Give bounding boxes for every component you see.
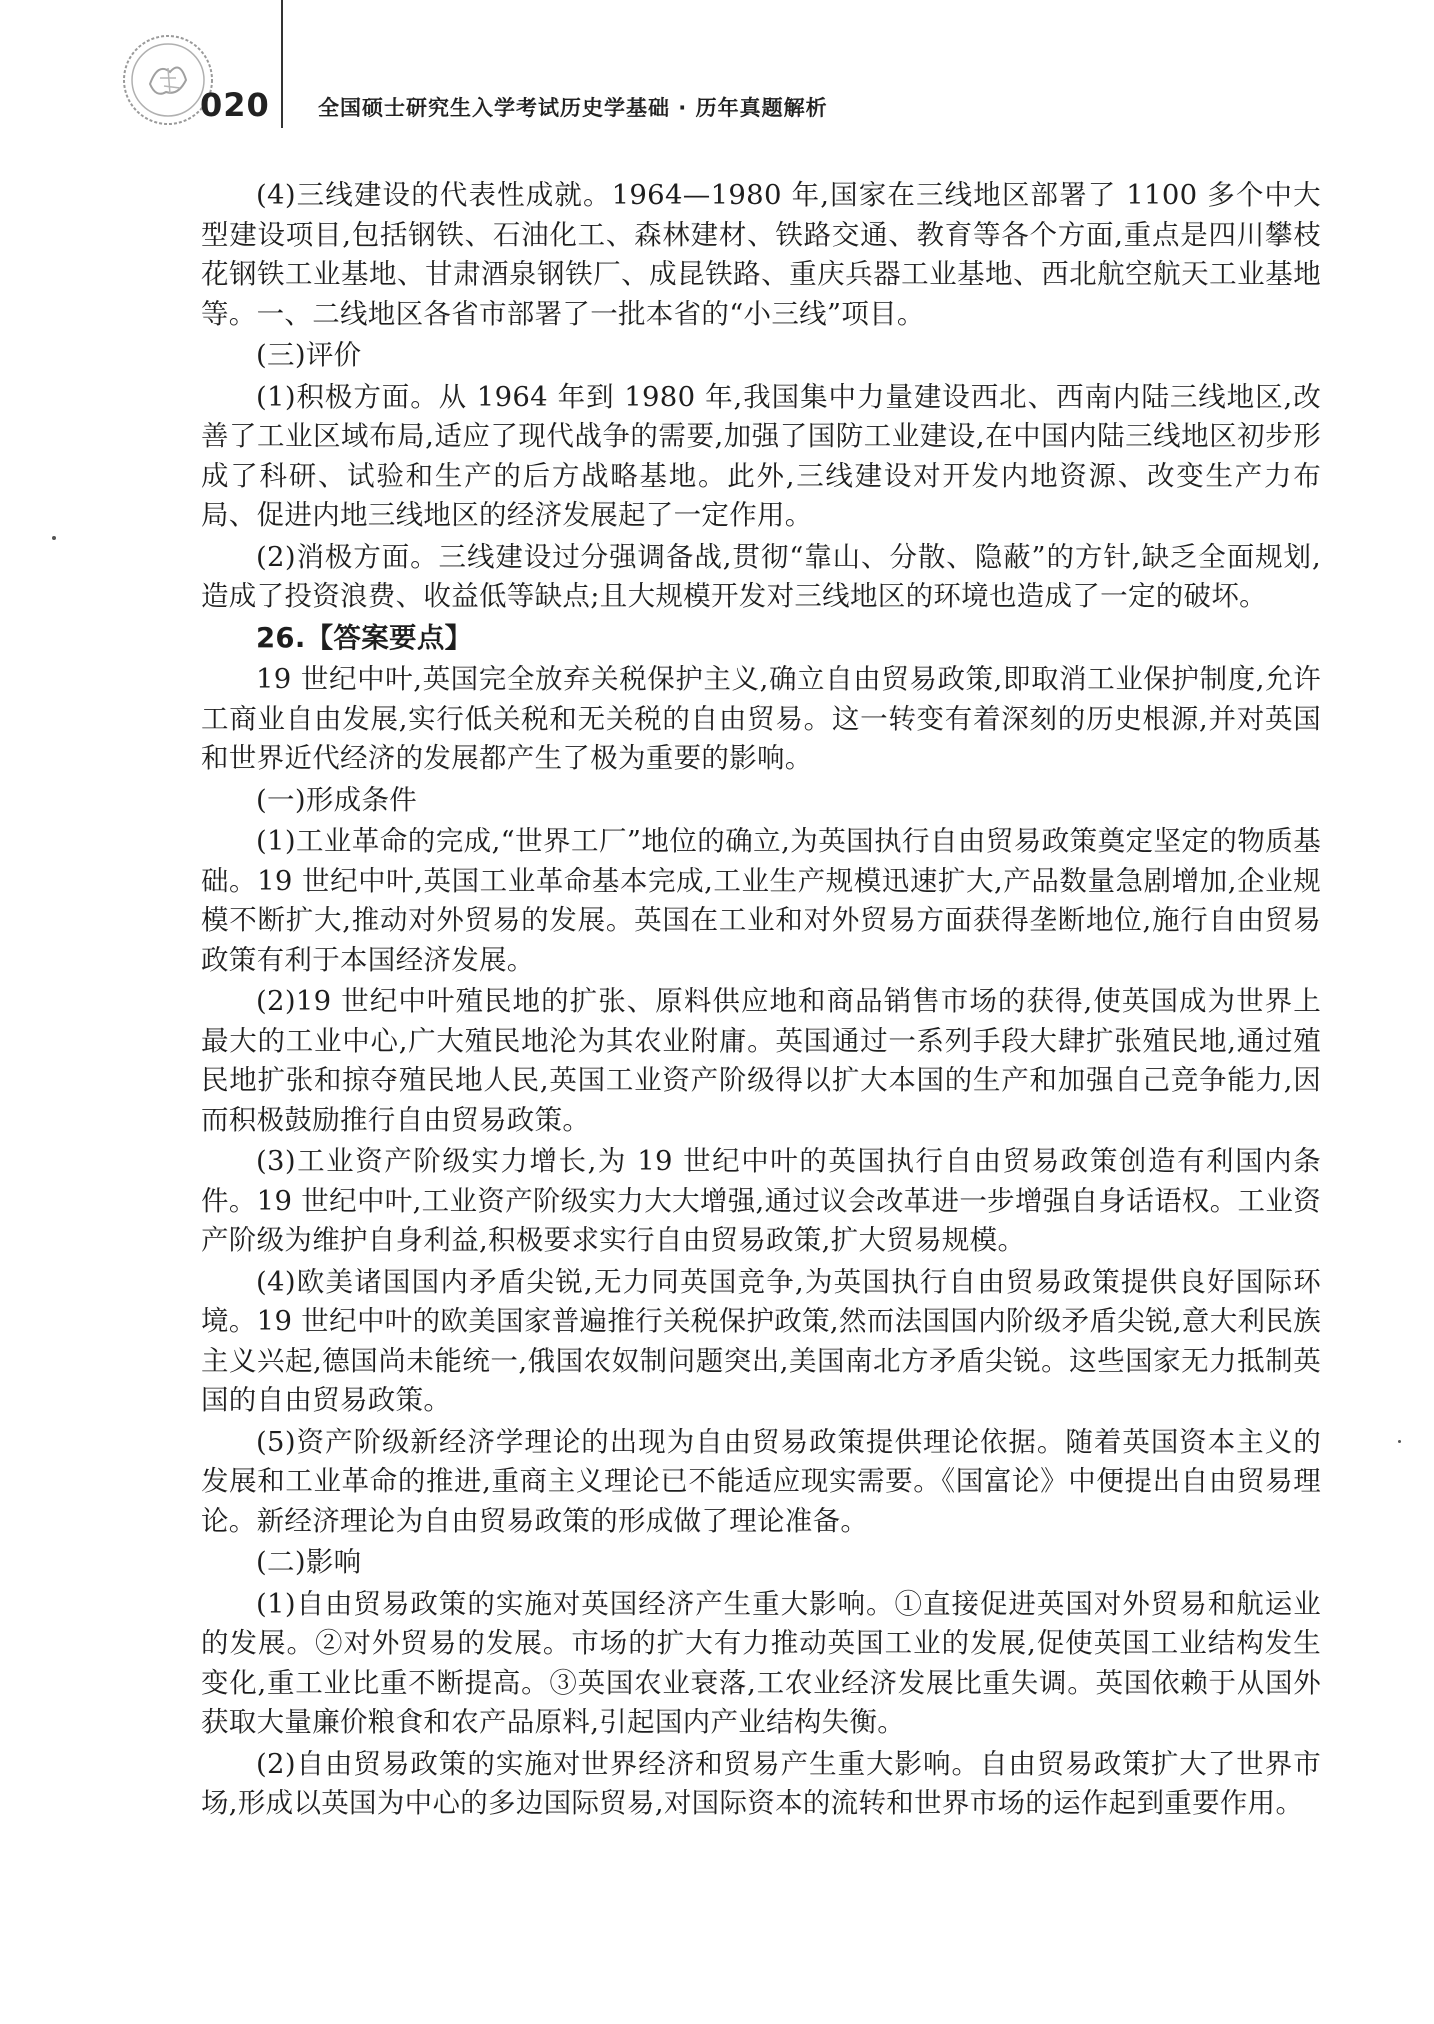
scan-speck [1398,1440,1401,1443]
running-title: 全国硕士研究生入学考试历史学基础 · 历年真题解析 [318,96,828,120]
paragraph: 19 世纪中叶,英国完全放弃关税保护主义,确立自由贸易政策,即取消工业保护制度,允许工商业自由发展,实行低关税和无关税的自由贸易。这一转变有着深刻的历史根源,并对英国和世界近代经济的发展都产生了极为重要的影响。 [201,663,1321,774]
paragraph: (1)工业革命的完成,“世界工厂”地位的确立,为英国执行自由贸易政策奠定坚定的物质基础。19 世纪中叶,英国工业革命基本完成,工业生产规模迅速扩大,产品数量急剧增加,企业规模不断扩大,推动对外贸易的发展。英国在工业和对外贸易方面获得垄断地位,施行自由贸易政策有利于本国经济发展。 [201,825,1321,976]
section-heading: (三)评价 [256,339,362,371]
paragraph: (5)资产阶级新经济学理论的出现为自由贸易政策提供理论依据。随着英国资本主义的发展和工业革命的推进,重商主义理论已不能适应现实需要。《国富论》中便提出自由贸易理论。新经济理论为自由贸易政策的形成做了理论准备。 [201,1425,1321,1537]
paragraph: (2)自由贸易政策的实施对世界经济和贸易产生重大影响。自由贸易政策扩大了世界市场,形成以英国为中心的多边国际贸易,对国际资本的流转和世界市场的运作起到重要作用。 [201,1747,1321,1819]
page-body [201,176,1321,1826]
section-heading: (二)影响 [256,1546,362,1578]
paragraph: (4)欧美诸国国内矛盾尖锐,无力同英国竞争,为英国执行自由贸易政策提供良好国际环境。19 世纪中叶的欧美国家普遍推行关税保护政策,然而法国国内阶级矛盾尖锐,意大利民族主义兴起,德国尚未能统一,俄国农奴制问题突出,美国南北方矛盾尖锐。这些国家无力抵制英国的自由贸易政策。 [201,1265,1321,1416]
answer-heading: 26.【答案要点】 [256,621,473,654]
paragraph: (2)消极方面。三线建设过分强调备战,贯彻“靠山、分散、隐蔽”的方针,缺乏全面规划,造成了投资浪费、收益低等缺点;且大规模开发对三线地区的环境也造成了一定的破坏。 [201,540,1321,612]
scan-speck [52,536,56,540]
page-number: 020 [200,86,270,124]
paragraph: (1)自由贸易政策的实施对英国经济产生重大影响。①直接促进英国对外贸易和航运业的发展。②对外贸易的发展。市场的扩大有力推动英国工业的发展,促使英国工业结构发生变化,重工业比重不断提高。③英国农业衰落,工农业经济发展比重失调。英国依赖于从国外获取大量廉价粮食和农产品原料,引起国内产业结构失衡。 [201,1587,1321,1738]
header-divider [281,0,283,128]
paragraph: (2)19 世纪中叶殖民地的扩张、原料供应地和商品销售市场的获得,使英国成为世界上最大的工业中心,广大殖民地沦为其农业附庸。英国通过一系列手段大肆扩张殖民地,通过殖民地扩张和掠夺殖民地人民,英国工业资产阶级得以扩大本国的生产和加强自己竞争能力,因而积极鼓励推行自由贸易政策。 [201,985,1321,1136]
paragraph: (4)三线建设的代表性成就。1964—1980 年,国家在三线地区部署了 1100 多个中大型建设项目,包括钢铁、石油化工、森林建材、铁路交通、教育等各个方面,重点是四川攀枝花钢铁工业基地、甘肃酒泉钢铁厂、成昆铁路、重庆兵器工业基地、西北航空航天工业基地等。一、二线地区各省市部署了一批本省的“小三线”项目。 [201,179,1321,330]
paragraph: (1)积极方面。从 1964 年到 1980 年,我国集中力量建设西北、西南内陆三线地区,改善了工业区域布局,适应了现代战争的需要,加强了国防工业建设,在中国内陆三线地区初步形成了科研、试验和生产的后方战略基地。此外,三线建设对开发内地资源、改变生产力布局、促进内地三线地区的经济发展起了一定作用。 [201,380,1321,531]
paragraph: (3)工业资产阶级实力增长,为 19 世纪中叶的英国执行自由贸易政策创造有利国内条件。19 世纪中叶,工业资产阶级实力大大增强,通过议会改革进一步增强自身话语权。工业资产阶级为维护自身利益,积极要求实行自由贸易政策,扩大贸易规模。 [201,1145,1321,1256]
section-heading: (一)形成条件 [256,783,418,816]
